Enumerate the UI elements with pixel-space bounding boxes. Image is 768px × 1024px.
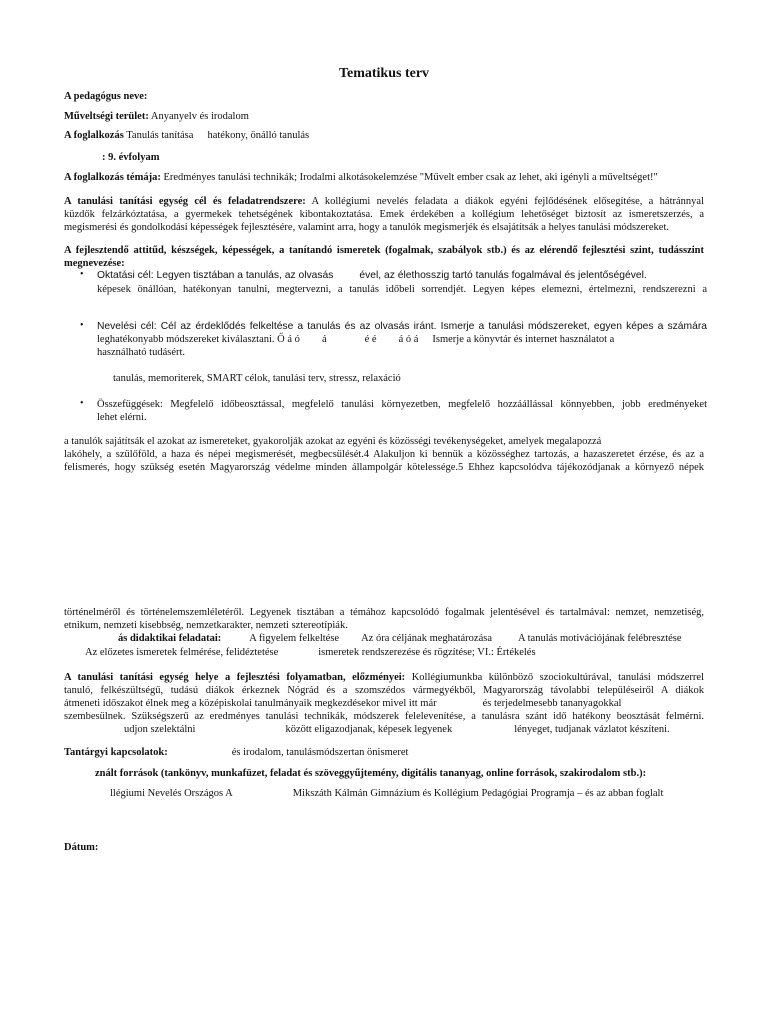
nevelesi-line-3: használható tudásért. [97, 347, 186, 358]
helye-line-4: szembesülnek. Szükségszerű az eredményes tanulási technikák, módszerek felelevenítése, a tanulásra szánt idő hatékony beosztását felmérni. [64, 711, 704, 722]
foglalkozas-label: A foglalkozás [64, 130, 124, 141]
oktatasi-line-1: Oktatási cél: Legyen tisztában a tanulás, az olvasás ével, az élethosszig tartó tanulás fogalmával és jelentőségével. [97, 270, 647, 281]
nevelesi-bullet: • [80, 320, 84, 331]
muveltsegi-value: Anyanyelv és irodalom [148, 111, 249, 122]
oktatasi-bullet: • [80, 269, 84, 280]
document-title: Tematikus terv [338, 66, 430, 81]
datum-label: Dátum: [64, 842, 99, 853]
didaktikai-row-2: Az előzetes ismeretek felmérése, felidéztetése ismeretek rendszerezése és rögzítése; VI.: Értékelés [85, 647, 536, 658]
helye-line-5: udjon szelektálni között eligazodjanak, képesek legyenek lényeget, tudjanak vázlatot készíteni. [124, 724, 670, 735]
osszefuggesek-bullet: • [80, 398, 84, 409]
foglalkozas-value-1: Tanulás tanítása [123, 130, 194, 141]
para1-line-1: a tanulók sajátítsák el azokat az ismereteket, gyakorolják azokat az egyéni és közösségi tevékenységeket, amelyek megalapozzá [64, 436, 602, 447]
muveltsegi-label: Műveltségi terület: [64, 111, 149, 122]
oktatasi-line-2: képesek önállóan, hatékonyan tanulni, megtervezni, a tanulás időbeli sorrendjét. Legyen képes elemezni, értelmezni, rendszerezni a [97, 284, 707, 295]
foglalkozas-row [64, 129, 309, 142]
para2-line-2: etnikum, nemzeti kisebbség, nemzetkarakter, nemzeti sztereotípiák. [64, 620, 348, 631]
para1-line-3: felismerés, hogy szükség esetén Magyarország védelme minden állampolgár kötelessége.5 Ehhez kapcsolódva tájékozódjanak a környező népek [64, 462, 704, 473]
osszefuggesek-line-2: lehet elérni. [97, 412, 147, 423]
tema-row [64, 171, 658, 184]
egyseg-line-3: megismerési és gondolkodási képességek fejlesztésére, valamint arra, hogy a tanulók megismerjék és elsajátítsák a helyes tanulási módszereket. [64, 222, 670, 233]
forrasok-value: llégiumi Nevelés Országos A Mikszáth Kálmán Gimnázium és Kollégium Pedagógiai Programja – és az abban foglalt [110, 788, 664, 799]
nevelesi-line-1: Nevelési cél: Cél az érdeklődés felkeltése a tanulás és az olvasás iránt. Ismerje a tanulási módszereket, egyen képes a számára [97, 321, 707, 332]
fejlesztendo-line-1: A fejlesztendő attitűd, készségek, képességek, a tanítandó ismeretek (fogalmak, szabályok stb.) és az elérendő fejlesztési szint, tudásszint [64, 245, 704, 256]
tema-label: A foglalkozás témája: [64, 172, 161, 183]
egyseg-line-1: A tanulási tanítási egység cél és feladatrendszere: A kollégiumi nevelés feladata a diákok egyéni fejlődésének elősegítése, a hátránnyal [64, 196, 704, 207]
fejlesztendo-line-2: megnevezése: [64, 258, 125, 269]
helye-line-3: átmeneti időszakot élnek meg a középiskolai tanulmányaik megkezdésekor mivel itt már és terjedelmesebb tananyagokkal [64, 698, 622, 709]
para2-line-1: történelméről és történelemszemléletéről. Legyenek tisztában a témához kapcsolódó fogalmak jelentésével és tartalmával: nemzet, nemzetiség, [64, 607, 704, 618]
tantargyi-value: és irodalom, tanulásmódszertan önismeret [231, 747, 409, 758]
nevelesi-line-2: leghatékonyabb módszereket kiválasztani. Ő á ó á é é á ó á Ismerje a könyvtár és internet használatot a [97, 334, 615, 345]
didaktikai-row-1: ás didaktikai feladatai: A figyelem felkeltése Az óra céljának meghatározása A tanulás motivációjának felébresztése [118, 633, 682, 644]
helye-label: A tanulási tanítási egység helye a fejlesztési folyamatban, előzményei: [64, 672, 406, 683]
tema-value: Eredményes tanulási technikák; Irodalmi alkotásokelemzése "Művelt ember csak az lehet, aki igényli a műveltséget!" [160, 172, 658, 183]
helye-line-2: tanuló, felkészültségű, tudású diákok érkeznek Nógrád és a szomszédos vármegyékből, Magyarország távolabbi településeiről A diákok [64, 685, 704, 696]
osszefuggesek-line-1: Összefüggések: Megfelelő időbeosztással, megfelelő tanulási környezetben, megfelelő hozzáállással könnyebben, jobb eredményeket [97, 399, 707, 410]
evfolyam: : 9. évfolyam [102, 152, 160, 163]
tantargyi-row [64, 746, 408, 759]
muveltsegi-row [64, 110, 249, 123]
didaktikai-label: ás didaktikai feladatai: [118, 633, 222, 644]
forrasok-label: znált források (tankönyv, munkafüzet, feladat és szöveggyűjtemény, digitális tananyag, online források, szakirodalom stb.): [95, 768, 647, 779]
tantargyi-label: Tantárgyi kapcsolatok: [64, 747, 168, 758]
pedagogus-label: A pedagógus neve: [64, 91, 148, 102]
egyseg-line-2: küzdők felzárkóztatása, a gyermekek tehetségének kibontakoztatása. Emek érdekében a kollégium lehetőséget biztosít az ismeretszerzés, a [64, 209, 704, 220]
foglalkozas-value-2: hatékony, önálló tanulás [207, 130, 310, 141]
para1-line-2: lakóhely, a szülőföld, a haza és népei megismerését, megbecsülését.4 Alakuljon ki bennük a közösséghez tartozás, a hazaszeretet érzése, és az a [64, 449, 704, 460]
egyseg-label: A tanulási tanítási egység cél és feladatrendszere: [64, 196, 306, 207]
kulcsszavak: tanulás, memoriterek, SMART célok, tanulási terv, stressz, relaxáció [113, 373, 401, 384]
helye-line-1: A tanulási tanítási egység helye a fejlesztési folyamatban, előzményei: Kollégiumunkba különböző szociokultúrával, tanulási módszerrel [64, 672, 704, 683]
